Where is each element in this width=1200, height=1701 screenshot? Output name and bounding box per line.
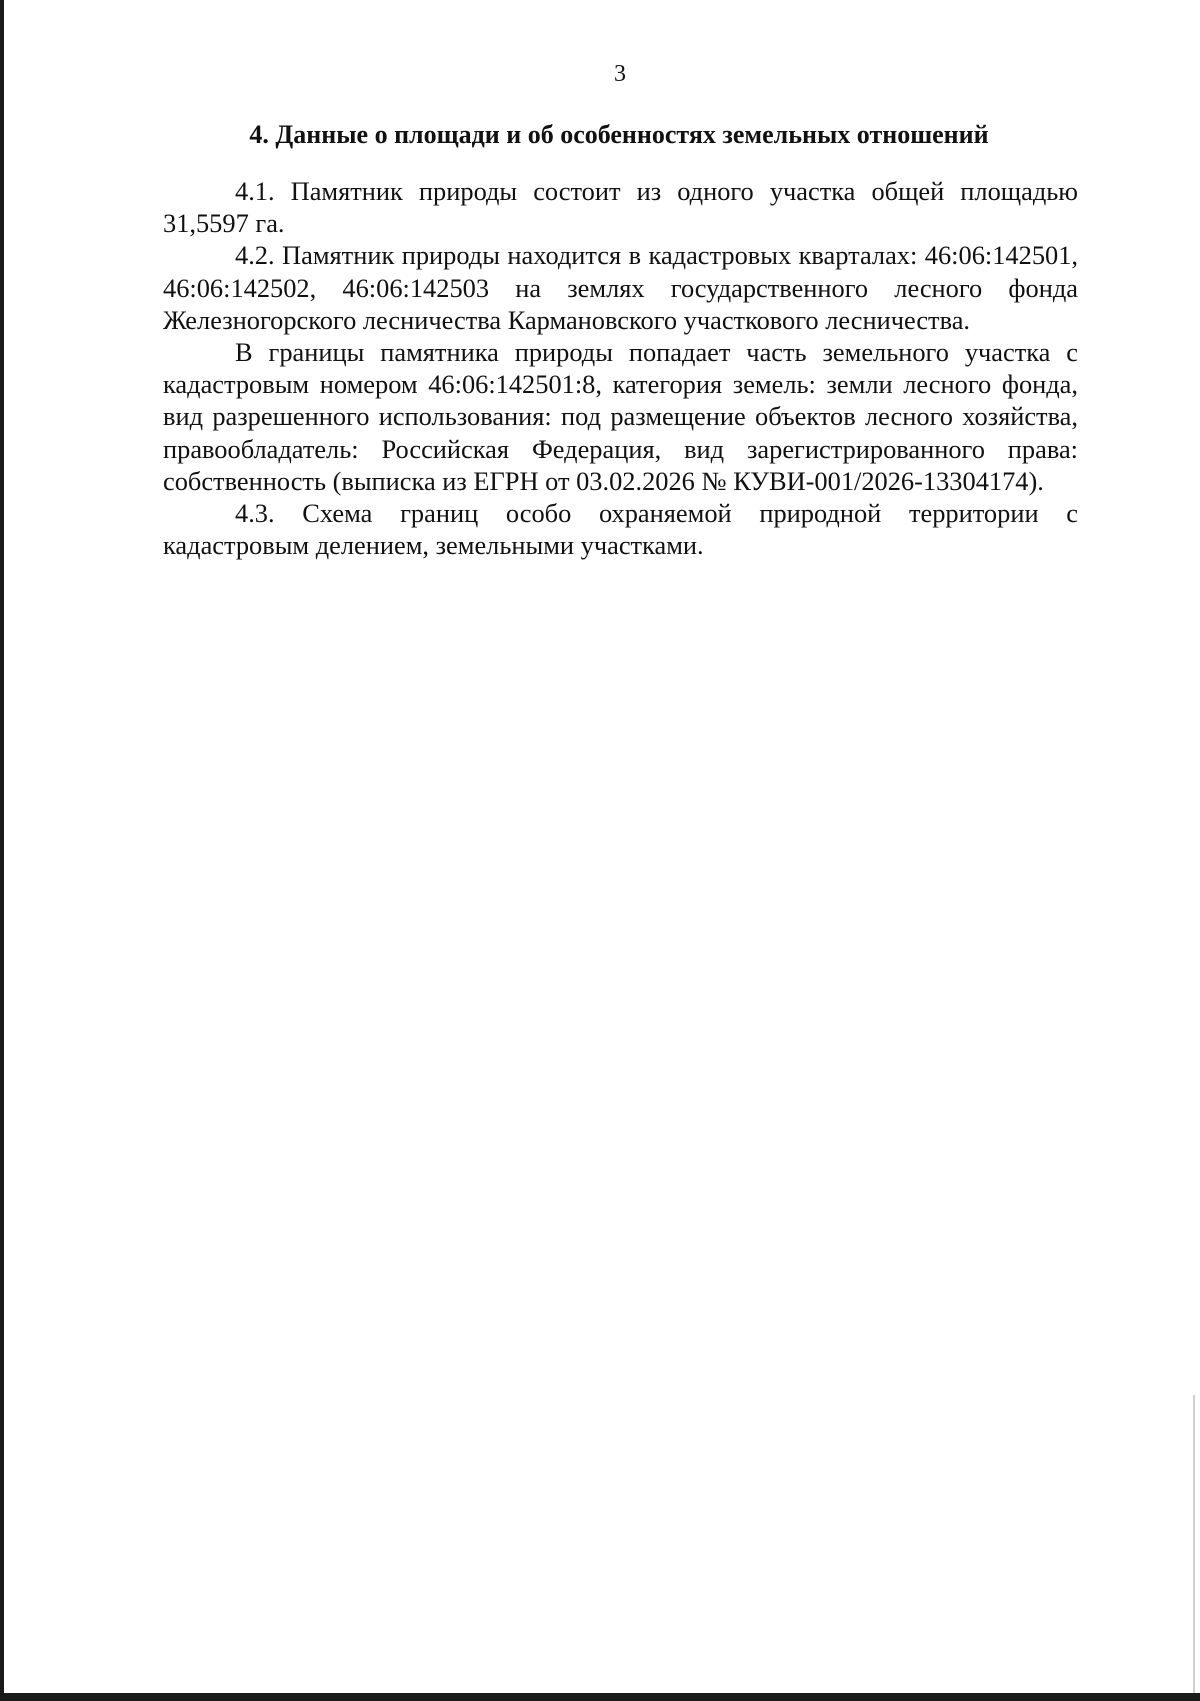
document-body [163, 175, 1078, 561]
paragraph-4-3: 4.3. Схема границ особо охраняемой природной территории с кадастровым делением, земельными участками. [163, 498, 1078, 561]
section-title: 4. Данные о площади и об особенностях земельных отношений [249, 120, 989, 149]
scan-edge-left [0, 0, 4, 1701]
page-number: 3 [614, 61, 626, 87]
paragraph-4-1: 4.1. Памятник природы состоит из одного участка общей площадью 31,5597 га. [163, 176, 1078, 239]
paragraph-land-plot: В границы памятника природы попадает часть земельного участка с кадастровым номером 46:06:142501:8, категория земель: земли лесного фонда, вид разрешенного использования: под размещение объектов лесного хозяйства, правообладатель: Российская Федерация, вид зарегистрированного права: собственность (выписка из ЕГРН от 03.02.2026 № КУВИ-001/2026-13304174). [163, 337, 1078, 496]
paragraph-4-2: 4.2. Памятник природы находится в кадастровых кварталах: 46:06:142501, 46:06:142502, 46:06:142503 на землях государственного лесного фонда Железногорского лесничества Кармановского участкового лесничества. [163, 240, 1078, 335]
scan-edge-right [1193, 1395, 1195, 1695]
scan-edge-bottom [0, 1693, 1200, 1701]
